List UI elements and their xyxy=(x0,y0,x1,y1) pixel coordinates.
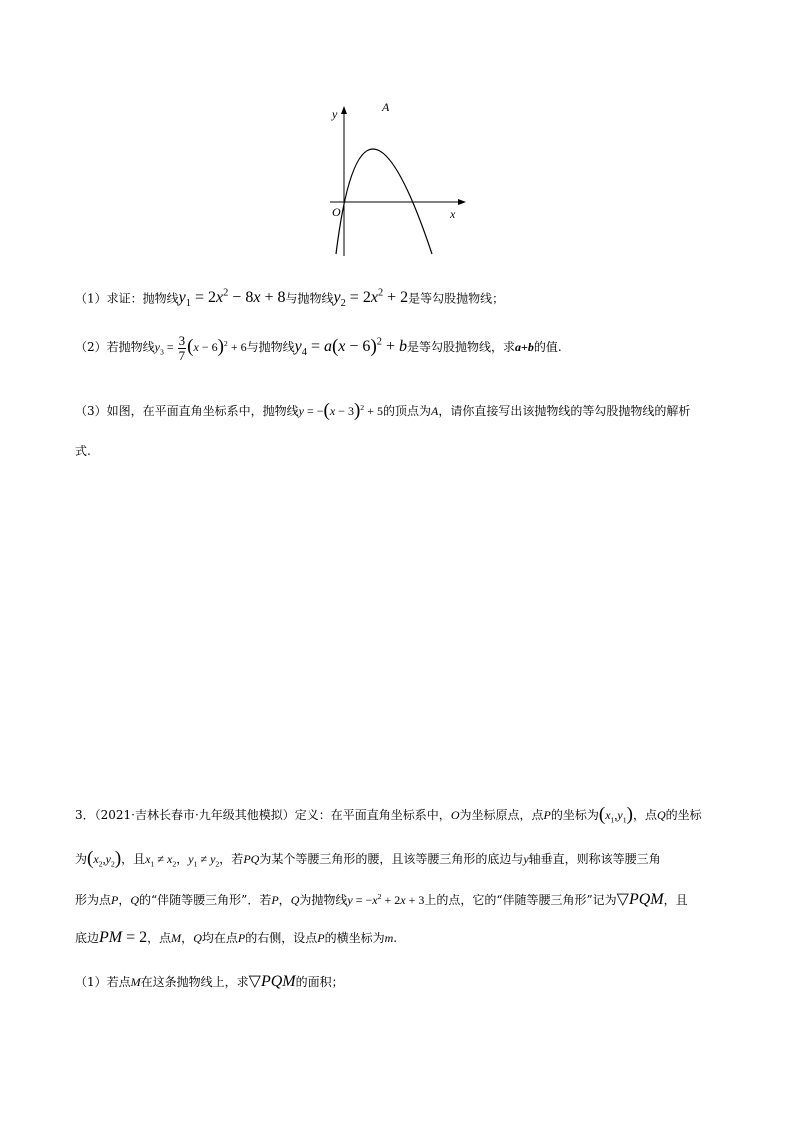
formula-point-p: $(x_1,y_1)$ xyxy=(598,804,633,825)
formula-point-q: $(x_2,y_2)$ xyxy=(87,848,122,869)
question-3-line-2: 式. xyxy=(75,444,91,458)
question-1: （1）求证：抛物线$y_1 = 2x^2 - 8x + 8$与抛物线$y_2 = 2x^2 + 2$是等勾股抛物线； xyxy=(75,288,505,310)
parabola-figure xyxy=(320,100,470,260)
problem-3-line-1: 3．（2021·吉林长春市·九年级其他模拟）定义：在平面直角坐标系中，O为坐标原点，点P的坐标为$(x_1,y_1)$，点Q的坐标 xyxy=(75,804,702,825)
problem-3-line-4: 底边PM = 2，点M，Q均在点P的右侧，设点P的横坐标为m. xyxy=(75,929,398,946)
formula-parabola: $y = -x^2 + 2x + 3$ xyxy=(347,892,425,907)
formula-y3: $y_3$ = $\frac{3}{7}$ $(x - 6)^2 + 6$ xyxy=(154,333,247,363)
formula-y1: $y_1 = 2x^2 - 8x + 8$ xyxy=(178,288,286,310)
formula-y4: $y_4 = a(x - 6)^2 + b$ xyxy=(294,335,407,358)
formula-y-vertex: $y = -(x - 3)^2 + 5$ xyxy=(298,400,383,421)
problem-3-line-2: 为$(x_2,y_2)$，且$x_1 \ne x_2$，$y_1 \ne y_2$，若PQ为某个等腰三角形的腰，且该等腰三角形的底边与y轴垂直，则称该等腰三角 xyxy=(75,848,661,869)
formula-pm: PM = 2 xyxy=(99,929,148,946)
y-axis-label: y xyxy=(332,107,338,121)
problem-3-line-3: 形为点P，Q的“伴随等腰三角形”．若P，Q为抛物线$y = -x^2 + 2x + 3$上的点，它的“伴随等腰三角形”记为▽PQM，且 xyxy=(75,891,688,908)
x-axis-label: x xyxy=(450,207,456,221)
vertex-label: A xyxy=(382,100,390,114)
formula-y2: $y_2 = 2x^2 + 2$ xyxy=(333,288,409,310)
y-axis-arrow xyxy=(341,106,347,114)
question-2: （2）若抛物线$y_3$ = $\frac{3}{7}$ $(x - 6)^2 + 6$与抛物线$y_4 = a(x - 6)^2 + b$是等勾股抛物线，求a+b的值. xyxy=(75,333,562,363)
parabola-graph xyxy=(320,100,470,260)
question-3-line-1: （3）如图，在平面直角坐标系中，抛物线$y = -(x - 3)^2 + 5$的顶点为A，请你直接写出该抛物线的等勾股抛物线的解析 xyxy=(75,400,691,421)
formula-a-plus-b: a+b xyxy=(515,339,534,354)
origin-label: O xyxy=(332,205,341,219)
problem-3-question-1: （1）若点M在这条抛物线上，求▽PQM的面积； xyxy=(75,973,344,990)
x-axis-arrow xyxy=(458,199,466,205)
